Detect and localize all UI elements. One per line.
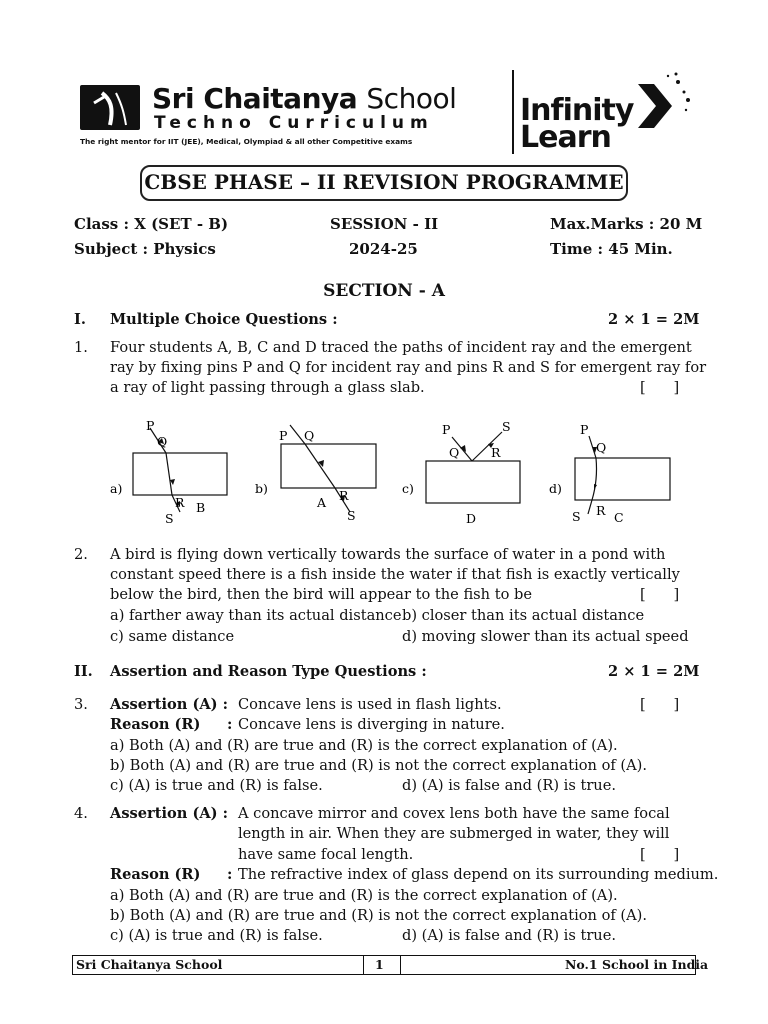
q2-line-2: constant speed there is a fish inside the water if that fish is exactly vertically: [110, 566, 680, 583]
q2-answer-bracket: [ ]: [640, 586, 680, 603]
fig-a-label-r: R: [175, 495, 185, 510]
q3-option-a: a) Both (A) and (R) are true and (R) is the correct explanation of (A).: [110, 737, 618, 754]
fig-c-label-q: Q: [449, 445, 460, 460]
q3-answer-bracket: [ ]: [640, 696, 680, 713]
q4-assertion-label: Assertion (A) :: [110, 805, 229, 822]
footer-slogan: No.1 School in India: [565, 957, 709, 972]
fig-a-slab: [133, 453, 227, 495]
fig-a-label-q: Q: [157, 434, 168, 449]
fig-d-label-student: C: [614, 510, 624, 525]
q3-option-d: d) (A) is false and (R) is true.: [402, 777, 616, 794]
fig-d-label-s: S: [572, 509, 581, 524]
fig-a-label-s: S: [165, 511, 174, 526]
fig-a-refracted-ray: [166, 453, 172, 495]
part1-title: Multiple Choice Questions :: [110, 311, 338, 328]
brand-subtitle: Techno Curriculum: [154, 113, 434, 133]
q3-reason-colon: :: [227, 716, 233, 733]
fig-d-label-q: Q: [596, 440, 607, 455]
fig-d-refracted-ray: [592, 458, 597, 500]
figure-b: [255, 425, 376, 523]
q4-option-d: d) (A) is false and (R) is true.: [402, 927, 616, 944]
footer-divider-1: [363, 956, 364, 974]
footer-divider-2: [400, 956, 401, 974]
fig-b-label-a: A: [317, 495, 327, 510]
q4-reason-colon: :: [227, 866, 233, 883]
footer-page-number: 1: [375, 957, 384, 972]
footer-school: Sri Chaitanya School: [76, 957, 223, 972]
part2-title: Assertion and Reason Type Questions :: [110, 663, 427, 680]
q4-assertion-line-1: A concave mirror and covex lens both have the same focal: [238, 805, 670, 822]
q3-number: 3.: [74, 696, 88, 713]
partner-logo-line2: Learn: [520, 120, 611, 155]
fig-b-slab: [281, 444, 376, 488]
fig-d-label-p: P: [580, 422, 589, 437]
q4-option-a: a) Both (A) and (R) are true and (R) is the correct explanation of (A).: [110, 887, 618, 904]
q3-assertion-label: Assertion (A) :: [110, 696, 229, 713]
q1-line-2: ray by fixing pins P and Q for incident ray and pins R and S for emergent ray for: [110, 359, 707, 376]
q4-reason-text: The refractive index of glass depend on its surrounding medium.: [238, 866, 719, 883]
part2-number: II.: [74, 663, 93, 680]
meta-class: Class : X (SET - B): [74, 215, 229, 233]
fig-b-label-q: Q: [304, 428, 315, 443]
q4-option-c: c) (A) is true and (R) is false.: [110, 927, 323, 944]
q2-line-3: below the bird, then the bird will appear to the fish to be: [110, 586, 532, 603]
fig-d-slab: [575, 458, 670, 500]
fig-a-label-p: P: [146, 418, 155, 433]
page-title: CBSE PHASE – II REVISION PROGRAMME: [144, 170, 624, 194]
fig-c-label-p: P: [442, 422, 451, 437]
q1-line-3: a ray of light passing through a glass slab.: [110, 379, 425, 396]
meta-year: 2024-25: [349, 240, 418, 258]
fig-a-label-student: B: [196, 500, 206, 515]
q3-option-c: c) (A) is true and (R) is false.: [110, 777, 323, 794]
fig-b-incident-ray: [290, 425, 305, 444]
brand-name: Sri Chaitanya School: [152, 82, 457, 115]
fig-c-label-s: S: [502, 419, 511, 434]
q2-option-c: c) same distance: [110, 628, 235, 645]
part2-marks: 2 × 1 = 2M: [608, 663, 700, 680]
fig-d-emergent-ray: [588, 500, 592, 514]
q3-reason-text: Concave lens is diverging in nature.: [238, 716, 505, 733]
q2-option-a: a) farther away than its actual distance: [110, 607, 402, 624]
meta-session: SESSION - II: [330, 215, 439, 233]
brand-tagline: The right mentor for IIT (JEE), Medical, Olympiad & all other Competitive exams: [80, 137, 413, 146]
section-title: SECTION - A: [323, 281, 445, 301]
fig-b-label-r: R: [339, 488, 349, 503]
meta-time: Time : 45 Min.: [550, 240, 673, 258]
fig-c-label-student: D: [466, 511, 477, 526]
figure-a: [110, 418, 227, 526]
fig-c-label-r: R: [491, 445, 501, 460]
fig-a-option: a): [110, 481, 123, 496]
fig-c-option: c): [402, 481, 414, 496]
figure-c: [402, 419, 520, 526]
q4-number: 4.: [74, 805, 88, 822]
q2-line-1: A bird is flying down vertically towards the surface of water in a pond with: [110, 546, 666, 563]
fig-d-label-r: R: [596, 503, 606, 518]
q2-number: 2.: [74, 546, 88, 563]
q4-assertion-line-2: length in air. When they are submerged in water, they will: [238, 825, 670, 842]
q3-option-b: b) Both (A) and (R) are true and (R) is not the correct explanation of (A).: [110, 757, 647, 774]
q3-reason-label: Reason (R): [110, 716, 201, 733]
q4-reason-label: Reason (R): [110, 866, 201, 883]
partner-logo-line1: Infinity: [520, 93, 634, 128]
q4-assertion-line-3: have same focal length.: [238, 846, 414, 863]
q4-answer-bracket: [ ]: [640, 846, 680, 863]
q1-line-1: Four students A, B, C and D traced the paths of incident ray and the emergent: [110, 339, 692, 356]
fig-b-refracted-ray: [305, 444, 335, 488]
part1-marks: 2 × 1 = 2M: [608, 311, 700, 328]
q3-assertion-text: Concave lens is used in flash lights.: [238, 696, 502, 713]
part1-number: I.: [74, 311, 86, 328]
figure-d: [549, 422, 670, 525]
fig-c-slab: [426, 461, 520, 503]
fig-d-option: d): [549, 481, 562, 496]
q4-option-b: b) Both (A) and (R) are true and (R) is not the correct explanation of (A).: [110, 907, 647, 924]
fig-b-label-p: P: [279, 428, 288, 443]
q1-number: 1.: [74, 339, 88, 356]
fig-b-option: b): [255, 481, 268, 496]
q1-answer-bracket: [ ]: [640, 379, 680, 396]
q2-option-d: d) moving slower than its actual speed: [402, 628, 689, 645]
fig-b-label-s: S: [347, 508, 356, 523]
meta-marks: Max.Marks : 20 M: [550, 215, 703, 233]
q2-option-b: b) closer than its actual distance: [402, 607, 645, 624]
meta-subject: Subject : Physics: [74, 240, 216, 258]
